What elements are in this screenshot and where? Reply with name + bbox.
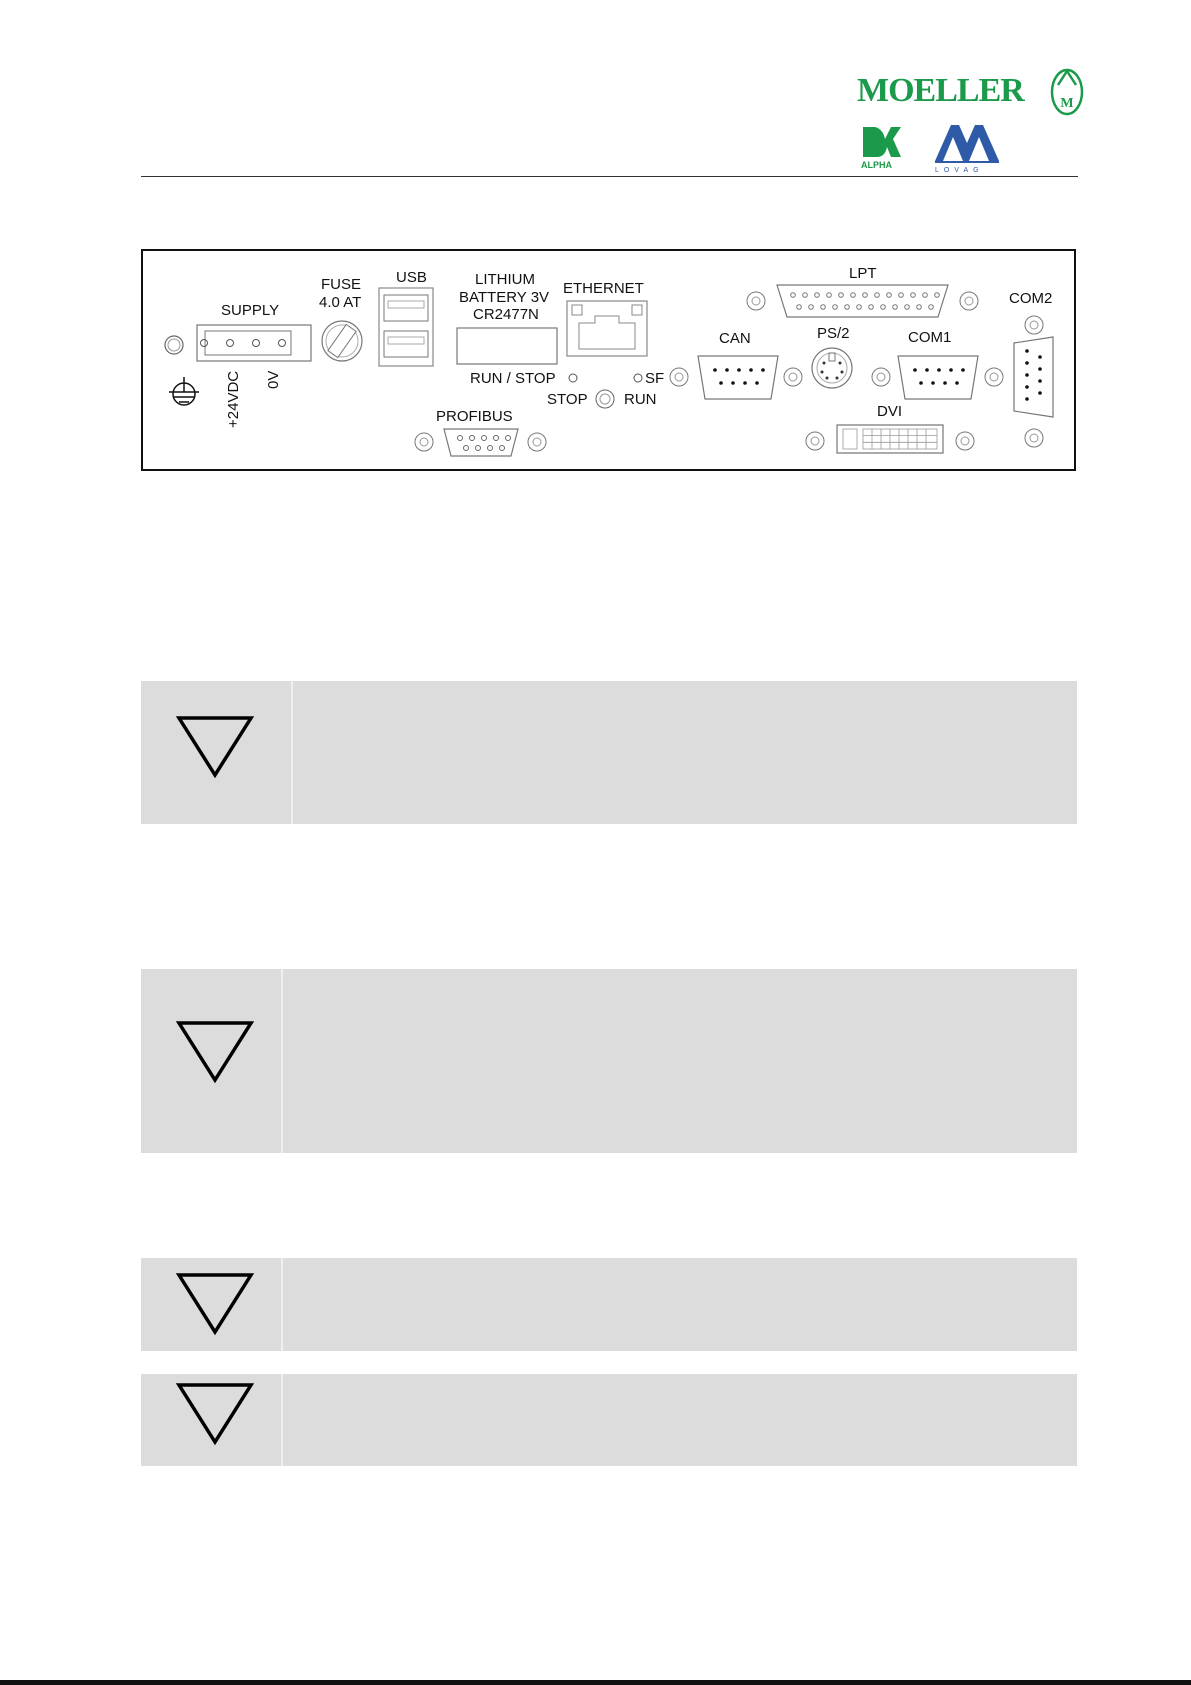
com2-connector [1014,316,1053,447]
supply-connector [197,325,311,361]
run-stop-led-label: RUN / STOP [470,370,556,387]
warning-triangle-icon [175,1381,255,1447]
warning-triangle-icon [175,714,255,780]
lpt-label: LPT [849,265,877,282]
ps2-connector [812,348,852,388]
callout-divider [281,1374,283,1466]
com2-label: COM2 [1009,290,1053,307]
callout-divider [291,681,293,824]
24vdc-label: +24VDC [225,370,242,428]
0v-label: 0V [265,370,282,389]
header-rule [141,176,1078,177]
lovag-logo-icon [935,125,999,174]
dvi-connector [806,425,974,453]
fuse-holder [322,321,362,361]
usb-ports [379,288,433,366]
warning-triangle-icon [175,1271,255,1337]
battery-label-line2: BATTERY 3V [459,289,550,306]
stop-label: STOP [547,391,588,408]
usb-label: USB [396,269,427,286]
ps2-label: PS/2 [817,325,850,342]
supply-label: SUPPLY [221,302,280,319]
warning-triangle-icon [175,1019,255,1085]
moeller-logo [855,65,1085,175]
sf-led [634,374,642,382]
battery-label-line3: CR2477N [473,306,539,323]
sf-led-label: SF [645,370,665,387]
run-stop-led [569,374,577,382]
fuse-label-line1: FUSE [321,276,362,293]
battery-label-line1: LITHIUM [475,271,535,288]
com1-connector [872,356,1003,399]
warning-callout-3 [141,1258,1077,1351]
run-stop-switch [596,390,614,408]
ethernet-label: ETHERNET [563,280,644,297]
profibus-label: PROFIBUS [436,408,513,425]
com1-label: COM1 [908,329,952,346]
can-label: CAN [719,330,751,347]
ethernet-port [567,301,647,356]
page-bottom-edge [0,1680,1191,1685]
dvi-label: DVI [877,403,903,420]
lovag-label: LOVAG [935,167,984,174]
alpha-logo-icon [861,127,901,170]
fuse-label-line2: 4.0 AT [319,294,362,311]
earth-ground-icon [169,377,199,405]
warning-callout-2 [141,969,1077,1153]
device-front-panel [141,249,1076,471]
callout-divider [281,969,283,1153]
callout-divider [281,1258,283,1351]
can-connector [670,356,802,399]
battery-compartment [457,328,557,364]
warning-callout-4 [141,1374,1077,1466]
warning-callout-1 [141,681,1077,824]
profibus-connector [415,429,546,456]
am-seal-icon [1052,70,1082,114]
ground-screw [165,336,183,354]
svg-text:M: M [1060,96,1074,111]
moeller-brand-text: MOELLER [857,72,1024,109]
alpha-label: ALPHA [861,160,892,170]
lpt-connector [747,285,978,317]
run-label: RUN [624,391,657,408]
